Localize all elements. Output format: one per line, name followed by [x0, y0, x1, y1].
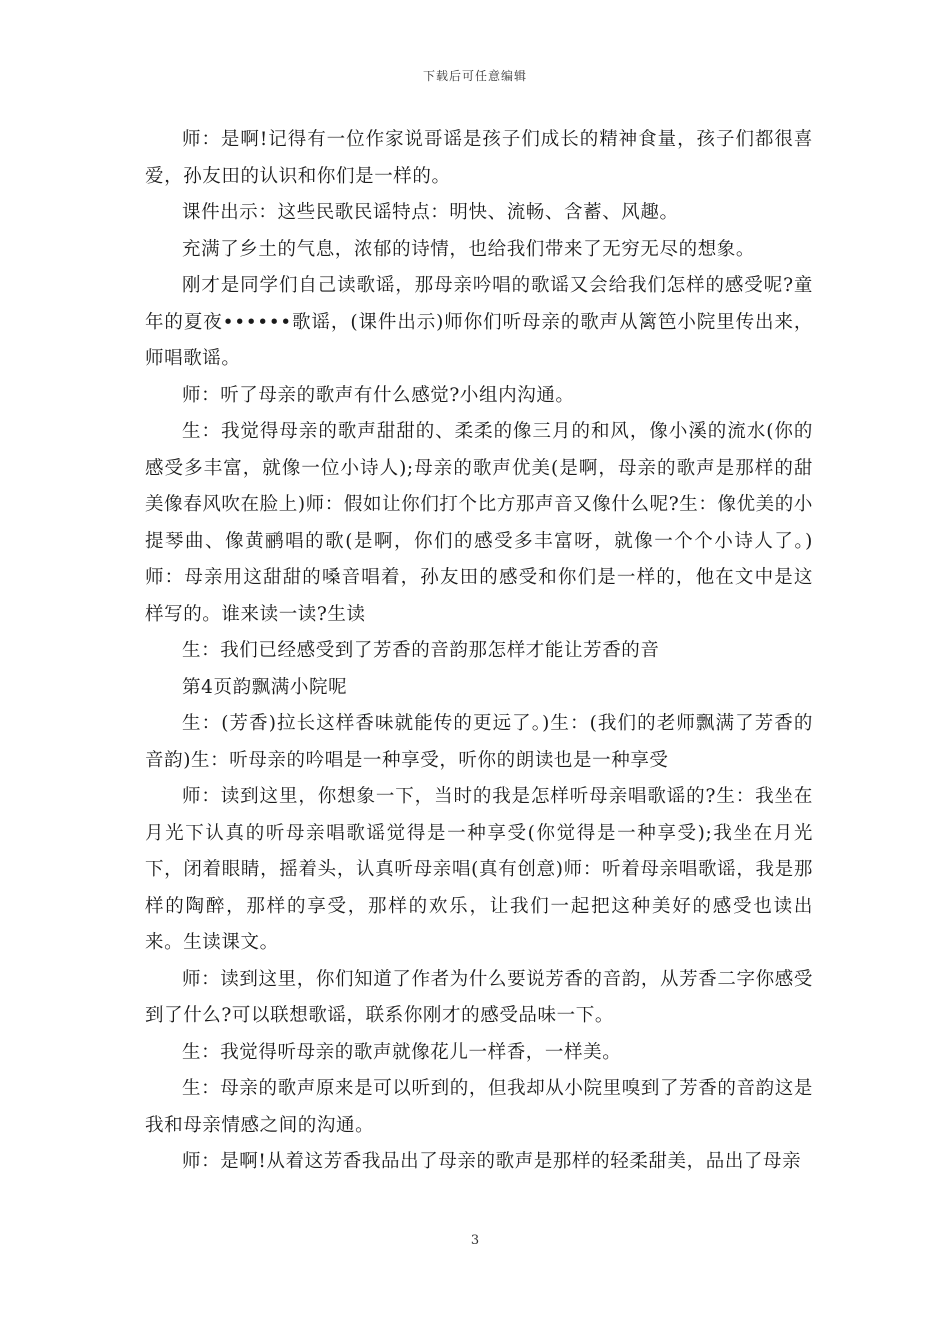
- header-note: 下载后可任意编辑: [422, 69, 527, 83]
- paragraph: 生：我觉得听母亲的歌声就像花儿一样香，一样美。: [182, 1041, 622, 1063]
- paragraph: 充满了乡土的气息，浓郁的诗情，也给我们带来了无穷无尽的想象。: [182, 238, 756, 260]
- paragraph: 师：读到这里，你想象一下，当时的我是怎样听母亲唱歌谣的?生：我坐在月光下认真的听母亲唱歌谣觉得是一种享受(你觉得是一种享受);我坐在月光下，闭着眼睛，摇着头，认真听母亲唱(真有创意)师：听着母亲唱歌谣，我是那样的陶醉，那样的享受，那样的欢乐，让我们一起把这种美好的感受也读出来。生读课文。: [145, 786, 813, 953]
- paragraph: 生：我们已经感受到了芳香的音韵那怎样才能让芳香的音: [182, 640, 660, 661]
- paragraph: 生：(芳香)拉长这样香味就能传的更远了。)生：(我们的老师飘满了芳香的音韵)生：听母亲的吟唱是一种享受，听你的朗读也是一种享受: [145, 713, 813, 771]
- page-number: 3: [470, 1233, 480, 1248]
- paragraph: 第4页韵飘满小院呢: [182, 676, 348, 698]
- paragraph: 课件出示：这些民歌民谣特点：明快、流畅、含蓄、风趣。: [182, 202, 679, 223]
- paragraph: 刚才是同学们自己读歌谣，那母亲吟唱的歌谣又会给我们怎样的感受呢?童年的夏夜••••••歌谣，(课件出示)师你们听母亲的歌声从篱笆小院里传出来，师唱歌谣。: [145, 275, 813, 369]
- paragraph: 师：读到这里，你们知道了作者为什么要说芳香的音韵，从芳香二字你感受到了什么?可以联想歌谣，联系你刚才的感受品味一下。: [145, 968, 813, 1026]
- paragraph: 生：我觉得母亲的歌声甜甜的、柔柔的像三月的和风，像小溪的流水(你的感受多丰富，就像一位小诗人);母亲的歌声优美(是啊，母亲的歌声是那样的甜美像春风吹在脸上)师：假如让你们打个比方那声音又像什么呢?生：像优美的小提琴曲、像黄鹂唱的歌(是啊，你们的感受多丰富呀，就像一个个小诗人了。)师：母亲用这甜甜的嗓音唱着，孙友田的感受和你们是一样的，他在文中是这样写的。谁来读一读?生读: [145, 421, 813, 625]
- paragraph: 师：是啊!记得有一位作家说哥谣是孩子们成长的精神食量，孩子们都很喜爱，孙友田的认识和你们是一样的。: [145, 129, 813, 187]
- body-text: [145, 122, 813, 1181]
- paragraph: 生：母亲的歌声原来是可以听到的，但我却从小院里嗅到了芳香的音韵这是我和母亲情感之间的沟通。: [145, 1078, 813, 1136]
- paragraph: 师：是啊!从着这芳香我品出了母亲的歌声是那样的轻柔甜美，品出了母亲: [182, 1151, 802, 1172]
- paragraph: 师：听了母亲的歌声有什么感觉?小组内沟通。: [182, 384, 575, 406]
